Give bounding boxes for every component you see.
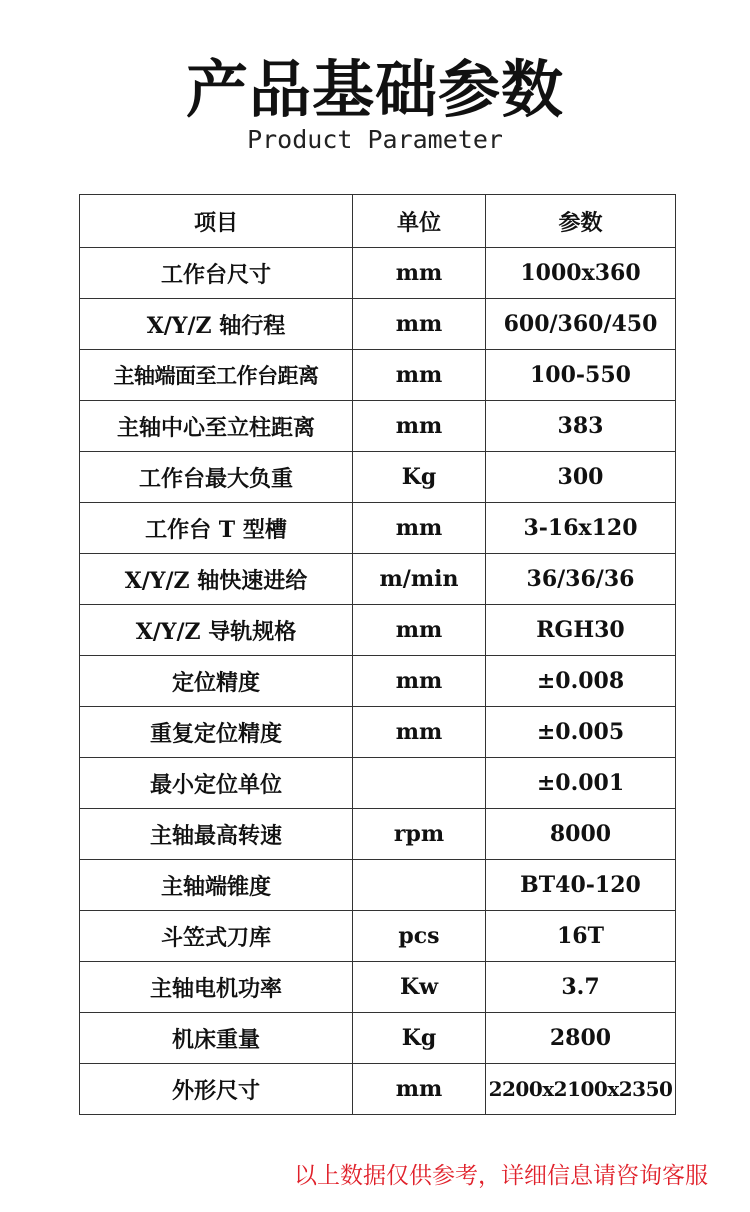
row-value: 100-550 [486, 350, 676, 401]
row-item: 机床重量 [80, 1013, 353, 1064]
row-value: 36/36/36 [486, 554, 676, 605]
row-item: 工作台尺寸 [80, 248, 353, 299]
row-item: 外形尺寸 [80, 1064, 353, 1115]
row-value: 3.7 [486, 962, 676, 1013]
table-row [80, 503, 676, 554]
table-row [80, 707, 676, 758]
row-unit: m/min [353, 554, 486, 605]
table-row [80, 350, 676, 401]
table-row [80, 1064, 676, 1115]
row-value: 600/360/450 [486, 299, 676, 350]
row-item: 重复定位精度 [80, 707, 353, 758]
row-unit: mm [353, 605, 486, 656]
table-row [80, 401, 676, 452]
disclaimer-note: 以上数据仅供参考，详细信息请咨询客服 [294, 1163, 708, 1189]
row-item: 工作台最大负重 [80, 452, 353, 503]
column-header-unit: 单位 [353, 195, 486, 248]
column-header-item: 项目 [80, 195, 353, 248]
row-value: 300 [486, 452, 676, 503]
row-unit: mm [353, 656, 486, 707]
table-row [80, 248, 676, 299]
table-row [80, 605, 676, 656]
row-item: 主轴端锥度 [80, 860, 353, 911]
row-unit: pcs [353, 911, 486, 962]
table-row [80, 758, 676, 809]
table-row [80, 911, 676, 962]
row-unit: Kw [353, 962, 486, 1013]
row-value: BT40-120 [486, 860, 676, 911]
column-header-value: 参数 [486, 195, 676, 248]
row-item: 最小定位单位 [80, 758, 353, 809]
row-item: 主轴端面至工作台距离 [80, 350, 353, 401]
row-item: 主轴中心至立柱距离 [80, 401, 353, 452]
row-value: ±0.008 [486, 656, 676, 707]
row-unit: mm [353, 503, 486, 554]
row-item: 工作台 T 型槽 [80, 503, 353, 554]
row-value: RGH30 [486, 605, 676, 656]
row-item: X/Y/Z 轴行程 [80, 299, 353, 350]
row-item: X/Y/Z 导轨规格 [80, 605, 353, 656]
row-unit: mm [353, 248, 486, 299]
page-title: 产品基础参数 [185, 53, 564, 126]
row-value: 2800 [486, 1013, 676, 1064]
row-value: 1000x360 [486, 248, 676, 299]
row-unit: mm [353, 707, 486, 758]
row-item: 主轴最高转速 [80, 809, 353, 860]
table-row [80, 554, 676, 605]
row-item: 定位精度 [80, 656, 353, 707]
row-value: 2200x2100x2350 [486, 1064, 676, 1115]
table-row [80, 656, 676, 707]
table-row [80, 809, 676, 860]
table-header-row [80, 195, 676, 248]
row-item: 斗笠式刀库 [80, 911, 353, 962]
parameter-table [79, 194, 676, 1115]
table-row [80, 962, 676, 1013]
row-unit: mm [353, 299, 486, 350]
row-unit: mm [353, 401, 486, 452]
row-unit [353, 860, 486, 911]
table-row [80, 860, 676, 911]
row-value: ±0.001 [486, 758, 676, 809]
row-value: ±0.005 [486, 707, 676, 758]
row-value: 383 [486, 401, 676, 452]
row-unit: Kg [353, 452, 486, 503]
row-item: 主轴电机功率 [80, 962, 353, 1013]
row-unit: mm [353, 350, 486, 401]
row-unit: Kg [353, 1013, 486, 1064]
row-item: X/Y/Z 轴快速进给 [80, 554, 353, 605]
row-value: 16T [486, 911, 676, 962]
row-value: 3-16x120 [486, 503, 676, 554]
row-unit [353, 758, 486, 809]
table-row [80, 452, 676, 503]
row-unit: mm [353, 1064, 486, 1115]
row-value: 8000 [486, 809, 676, 860]
row-unit: rpm [353, 809, 486, 860]
page-subtitle: Product Parameter [247, 125, 503, 154]
table-row [80, 1013, 676, 1064]
table-row [80, 299, 676, 350]
